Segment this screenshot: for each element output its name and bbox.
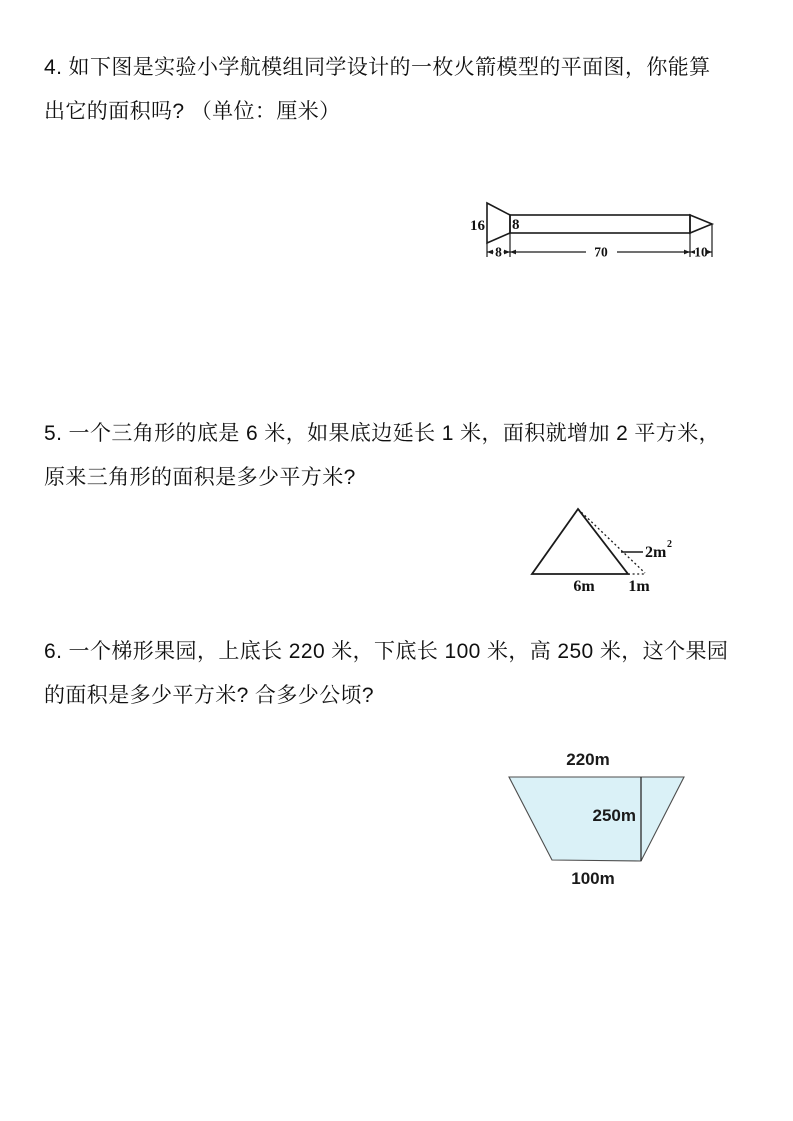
dim-arrow-icon bbox=[504, 250, 510, 255]
triangle-base-label: 6m bbox=[573, 578, 595, 595]
problem-5-text-line-2: 原来三角形的面积是多少平方米? bbox=[44, 466, 356, 489]
problem-6-text-line-2: 的面积是多少平方米? 合多少公顷? bbox=[44, 684, 374, 707]
triangle-shape bbox=[532, 509, 628, 574]
trapezoid-top-base-label: 220m bbox=[566, 750, 610, 769]
rocket-fin-height-label: 16 bbox=[470, 218, 485, 234]
problem-4-text-line-1: 4. 如下图是实验小学航模组同学设计的一枚火箭模型的平面图，你能算 bbox=[44, 56, 711, 79]
rocket-fin-width-label: 8 bbox=[495, 244, 502, 260]
dim-arrow-icon bbox=[707, 250, 712, 254]
added-area-label: 2m bbox=[645, 544, 667, 561]
triangle-extension-label: 1m bbox=[628, 578, 650, 595]
trapezoid-bottom-base-label: 100m bbox=[571, 869, 615, 888]
rocket-body-length-label: 70 bbox=[594, 244, 608, 260]
triangle-extension-hypotenuse bbox=[578, 509, 645, 573]
rocket-tail-fin bbox=[487, 203, 510, 243]
trapezoid-diagram bbox=[490, 740, 720, 895]
added-area-exponent: 2 bbox=[667, 539, 672, 550]
rocket-diagram bbox=[440, 175, 760, 270]
rocket-body bbox=[510, 215, 690, 233]
rocket-nose-cone bbox=[690, 215, 712, 233]
problem-5-text-line-1: 5. 一个三角形的底是 6 米，如果底边延长 1 米，面积就增加 2 平方米， bbox=[44, 422, 720, 445]
rocket-body-height-label: 8 bbox=[512, 217, 520, 233]
dim-arrow-icon bbox=[487, 250, 493, 255]
problem-4-text-line-2: 出它的面积吗? （单位：厘米） bbox=[44, 100, 341, 123]
trapezoid-height-label: 250m bbox=[592, 806, 636, 825]
dim-arrow-icon bbox=[510, 250, 516, 255]
rocket-nose-length-label: 10 bbox=[694, 244, 708, 260]
problem-6-text-line-1: 6. 一个梯形果园，上底长 220 米，下底长 100 米，高 250 米，这个果园 bbox=[44, 640, 729, 663]
dim-arrow-icon bbox=[684, 250, 690, 255]
triangle-diagram bbox=[500, 495, 710, 600]
